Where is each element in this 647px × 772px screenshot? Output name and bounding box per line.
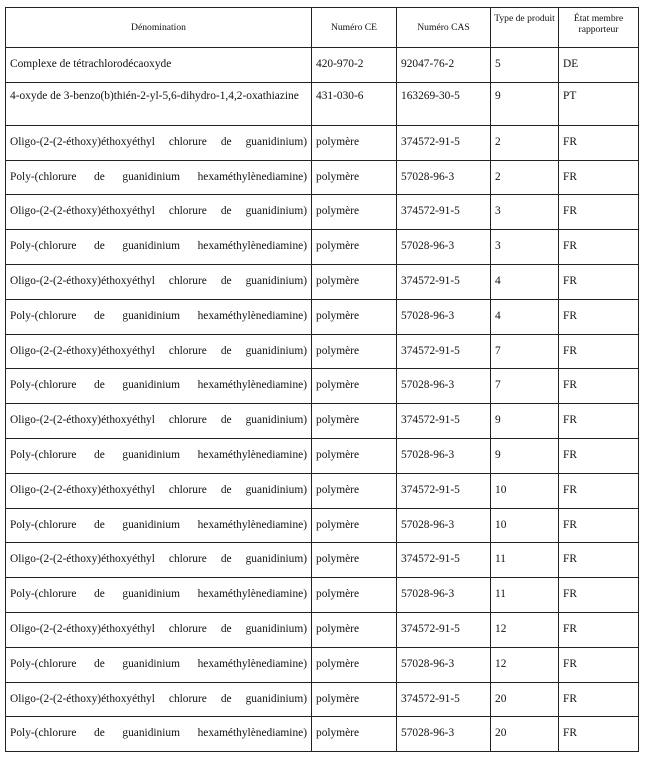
cell-type-produit: 4 — [491, 299, 559, 334]
cell-numero-cas: 374572-91-5 — [397, 334, 491, 369]
cell-denomination: Complexe de tétrachlorodécaoxyde — [6, 48, 312, 83]
cell-type-produit: 20 — [491, 682, 559, 717]
cell-numero-cas: 374572-91-5 — [397, 682, 491, 717]
cell-type-produit: 2 — [491, 125, 559, 160]
cell-numero-ce: polymère — [312, 299, 397, 334]
header-numero-cas: Numéro CAS — [397, 8, 491, 48]
cell-type-produit: 7 — [491, 334, 559, 369]
cell-numero-ce: polymère — [312, 369, 397, 404]
cell-numero-ce: polymère — [312, 334, 397, 369]
cell-denomination: Oligo-(2-(2-éthoxy)éthoxyéthyl chlorure de guanidinium) — [6, 543, 312, 578]
table-row — [6, 543, 639, 578]
table-row — [6, 299, 639, 334]
cell-etat-membre: FR — [559, 717, 639, 752]
table-row — [6, 717, 639, 752]
table-row — [6, 82, 639, 125]
cell-numero-ce: 420-970-2 — [312, 48, 397, 83]
cell-type-produit: 3 — [491, 195, 559, 230]
cell-type-produit: 12 — [491, 647, 559, 682]
cell-numero-cas: 374572-91-5 — [397, 612, 491, 647]
cell-numero-cas: 374572-91-5 — [397, 195, 491, 230]
cell-numero-cas: 57028-96-3 — [397, 508, 491, 543]
cell-etat-membre: FR — [559, 404, 639, 439]
cell-numero-cas: 57028-96-3 — [397, 369, 491, 404]
cell-type-produit: 10 — [491, 508, 559, 543]
cell-type-produit: 7 — [491, 369, 559, 404]
cell-numero-ce: polymère — [312, 578, 397, 613]
cell-denomination: Oligo-(2-(2-éthoxy)éthoxyéthyl chlorure de guanidinium) — [6, 195, 312, 230]
cell-etat-membre: FR — [559, 125, 639, 160]
cell-type-produit: 12 — [491, 612, 559, 647]
cell-numero-ce: polymère — [312, 682, 397, 717]
cell-denomination: Poly-(chlorure de guanidinium hexaméthylènediamine) — [6, 717, 312, 752]
cell-numero-ce: polymère — [312, 125, 397, 160]
cell-denomination: Poly-(chlorure de guanidinium hexaméthylènediamine) — [6, 508, 312, 543]
cell-etat-membre: FR — [559, 647, 639, 682]
cell-denomination: Oligo-(2-(2-éthoxy)éthoxyéthyl chlorure de guanidinium) — [6, 404, 312, 439]
cell-numero-ce: polymère — [312, 195, 397, 230]
cell-type-produit: 9 — [491, 404, 559, 439]
table-row — [6, 195, 639, 230]
cell-numero-cas: 374572-91-5 — [397, 543, 491, 578]
cell-numero-ce: polymère — [312, 543, 397, 578]
cell-etat-membre: FR — [559, 508, 639, 543]
cell-etat-membre: FR — [559, 264, 639, 299]
table-row — [6, 682, 639, 717]
cell-denomination: Poly-(chlorure de guanidinium hexaméthylènediamine) — [6, 438, 312, 473]
document-page — [5, 7, 639, 752]
cell-etat-membre: FR — [559, 473, 639, 508]
cell-denomination: Poly-(chlorure de guanidinium hexaméthylènediamine) — [6, 230, 312, 265]
table-row — [6, 369, 639, 404]
cell-numero-cas: 57028-96-3 — [397, 438, 491, 473]
table-row — [6, 647, 639, 682]
cell-type-produit: 2 — [491, 160, 559, 195]
header-type-produit: Type de produit — [491, 8, 559, 48]
cell-numero-cas: 374572-91-5 — [397, 264, 491, 299]
cell-etat-membre: FR — [559, 160, 639, 195]
table-header — [6, 8, 639, 48]
header-numero-ce: Numéro CE — [312, 8, 397, 48]
cell-denomination: Oligo-(2-(2-éthoxy)éthoxyéthyl chlorure de guanidinium) — [6, 473, 312, 508]
cell-numero-cas: 374572-91-5 — [397, 404, 491, 439]
cell-numero-ce: polymère — [312, 264, 397, 299]
cell-etat-membre: FR — [559, 612, 639, 647]
cell-numero-ce: 431-030-6 — [312, 82, 397, 125]
cell-type-produit: 20 — [491, 717, 559, 752]
table-row — [6, 473, 639, 508]
cell-denomination: Poly-(chlorure de guanidinium hexaméthylènediamine) — [6, 647, 312, 682]
cell-type-produit: 11 — [491, 578, 559, 613]
cell-numero-ce: polymère — [312, 160, 397, 195]
cell-denomination: Oligo-(2-(2-éthoxy)éthoxyéthyl chlorure de guanidinium) — [6, 612, 312, 647]
cell-etat-membre: FR — [559, 299, 639, 334]
header-denomination: Dénomination — [6, 8, 312, 48]
table-body — [6, 48, 639, 752]
table-row — [6, 230, 639, 265]
table-row — [6, 48, 639, 83]
cell-type-produit: 3 — [491, 230, 559, 265]
cell-numero-ce: polymère — [312, 404, 397, 439]
cell-numero-cas: 57028-96-3 — [397, 299, 491, 334]
cell-denomination: Poly-(chlorure de guanidinium hexaméthylènediamine) — [6, 578, 312, 613]
cell-numero-cas: 57028-96-3 — [397, 647, 491, 682]
cell-etat-membre: PT — [559, 82, 639, 125]
cell-numero-cas: 92047-76-2 — [397, 48, 491, 83]
cell-denomination: Oligo-(2-(2-éthoxy)éthoxyéthyl chlorure de guanidinium) — [6, 125, 312, 160]
cell-numero-ce: polymère — [312, 508, 397, 543]
cell-numero-cas: 57028-96-3 — [397, 717, 491, 752]
cell-numero-cas: 374572-91-5 — [397, 125, 491, 160]
cell-numero-ce: polymère — [312, 612, 397, 647]
cell-numero-ce: polymère — [312, 438, 397, 473]
cell-etat-membre: FR — [559, 195, 639, 230]
cell-type-produit: 4 — [491, 264, 559, 299]
cell-numero-ce: polymère — [312, 647, 397, 682]
table-row — [6, 334, 639, 369]
cell-numero-cas: 57028-96-3 — [397, 160, 491, 195]
cell-numero-cas: 57028-96-3 — [397, 230, 491, 265]
cell-denomination: Poly-(chlorure de guanidinium hexaméthylènediamine) — [6, 369, 312, 404]
cell-type-produit: 11 — [491, 543, 559, 578]
cell-type-produit: 9 — [491, 438, 559, 473]
cell-numero-ce: polymère — [312, 473, 397, 508]
cell-numero-cas: 163269-30-5 — [397, 82, 491, 125]
table-row — [6, 578, 639, 613]
table-row — [6, 612, 639, 647]
table-row — [6, 160, 639, 195]
table-row — [6, 438, 639, 473]
cell-etat-membre: FR — [559, 369, 639, 404]
cell-denomination: Oligo-(2-(2-éthoxy)éthoxyéthyl chlorure de guanidinium) — [6, 334, 312, 369]
table-row — [6, 508, 639, 543]
cell-etat-membre: FR — [559, 578, 639, 613]
cell-denomination: 4-oxyde de 3-benzo(b)thién-2-yl-5,6-dihydro-1,4,2-oxathiazine — [6, 82, 312, 125]
cell-type-produit: 9 — [491, 82, 559, 125]
cell-denomination: Poly-(chlorure de guanidinium hexaméthylènediamine) — [6, 299, 312, 334]
cell-type-produit: 5 — [491, 48, 559, 83]
cell-numero-ce: polymère — [312, 230, 397, 265]
cell-etat-membre: FR — [559, 682, 639, 717]
cell-etat-membre: FR — [559, 438, 639, 473]
table-row — [6, 264, 639, 299]
cell-type-produit: 10 — [491, 473, 559, 508]
table-row — [6, 125, 639, 160]
cell-etat-membre: FR — [559, 543, 639, 578]
header-row — [6, 8, 639, 48]
header-etat-membre: État membre rapporteur — [559, 8, 639, 48]
substances-table — [5, 7, 639, 752]
table-row — [6, 404, 639, 439]
cell-numero-cas: 374572-91-5 — [397, 473, 491, 508]
cell-denomination: Poly-(chlorure de guanidinium hexaméthylènediamine) — [6, 160, 312, 195]
cell-etat-membre: FR — [559, 334, 639, 369]
cell-denomination: Oligo-(2-(2-éthoxy)éthoxyéthyl chlorure de guanidinium) — [6, 264, 312, 299]
cell-etat-membre: DE — [559, 48, 639, 83]
cell-denomination: Oligo-(2-(2-éthoxy)éthoxyéthyl chlorure de guanidinium) — [6, 682, 312, 717]
cell-etat-membre: FR — [559, 230, 639, 265]
cell-numero-ce: polymère — [312, 717, 397, 752]
cell-numero-cas: 57028-96-3 — [397, 578, 491, 613]
